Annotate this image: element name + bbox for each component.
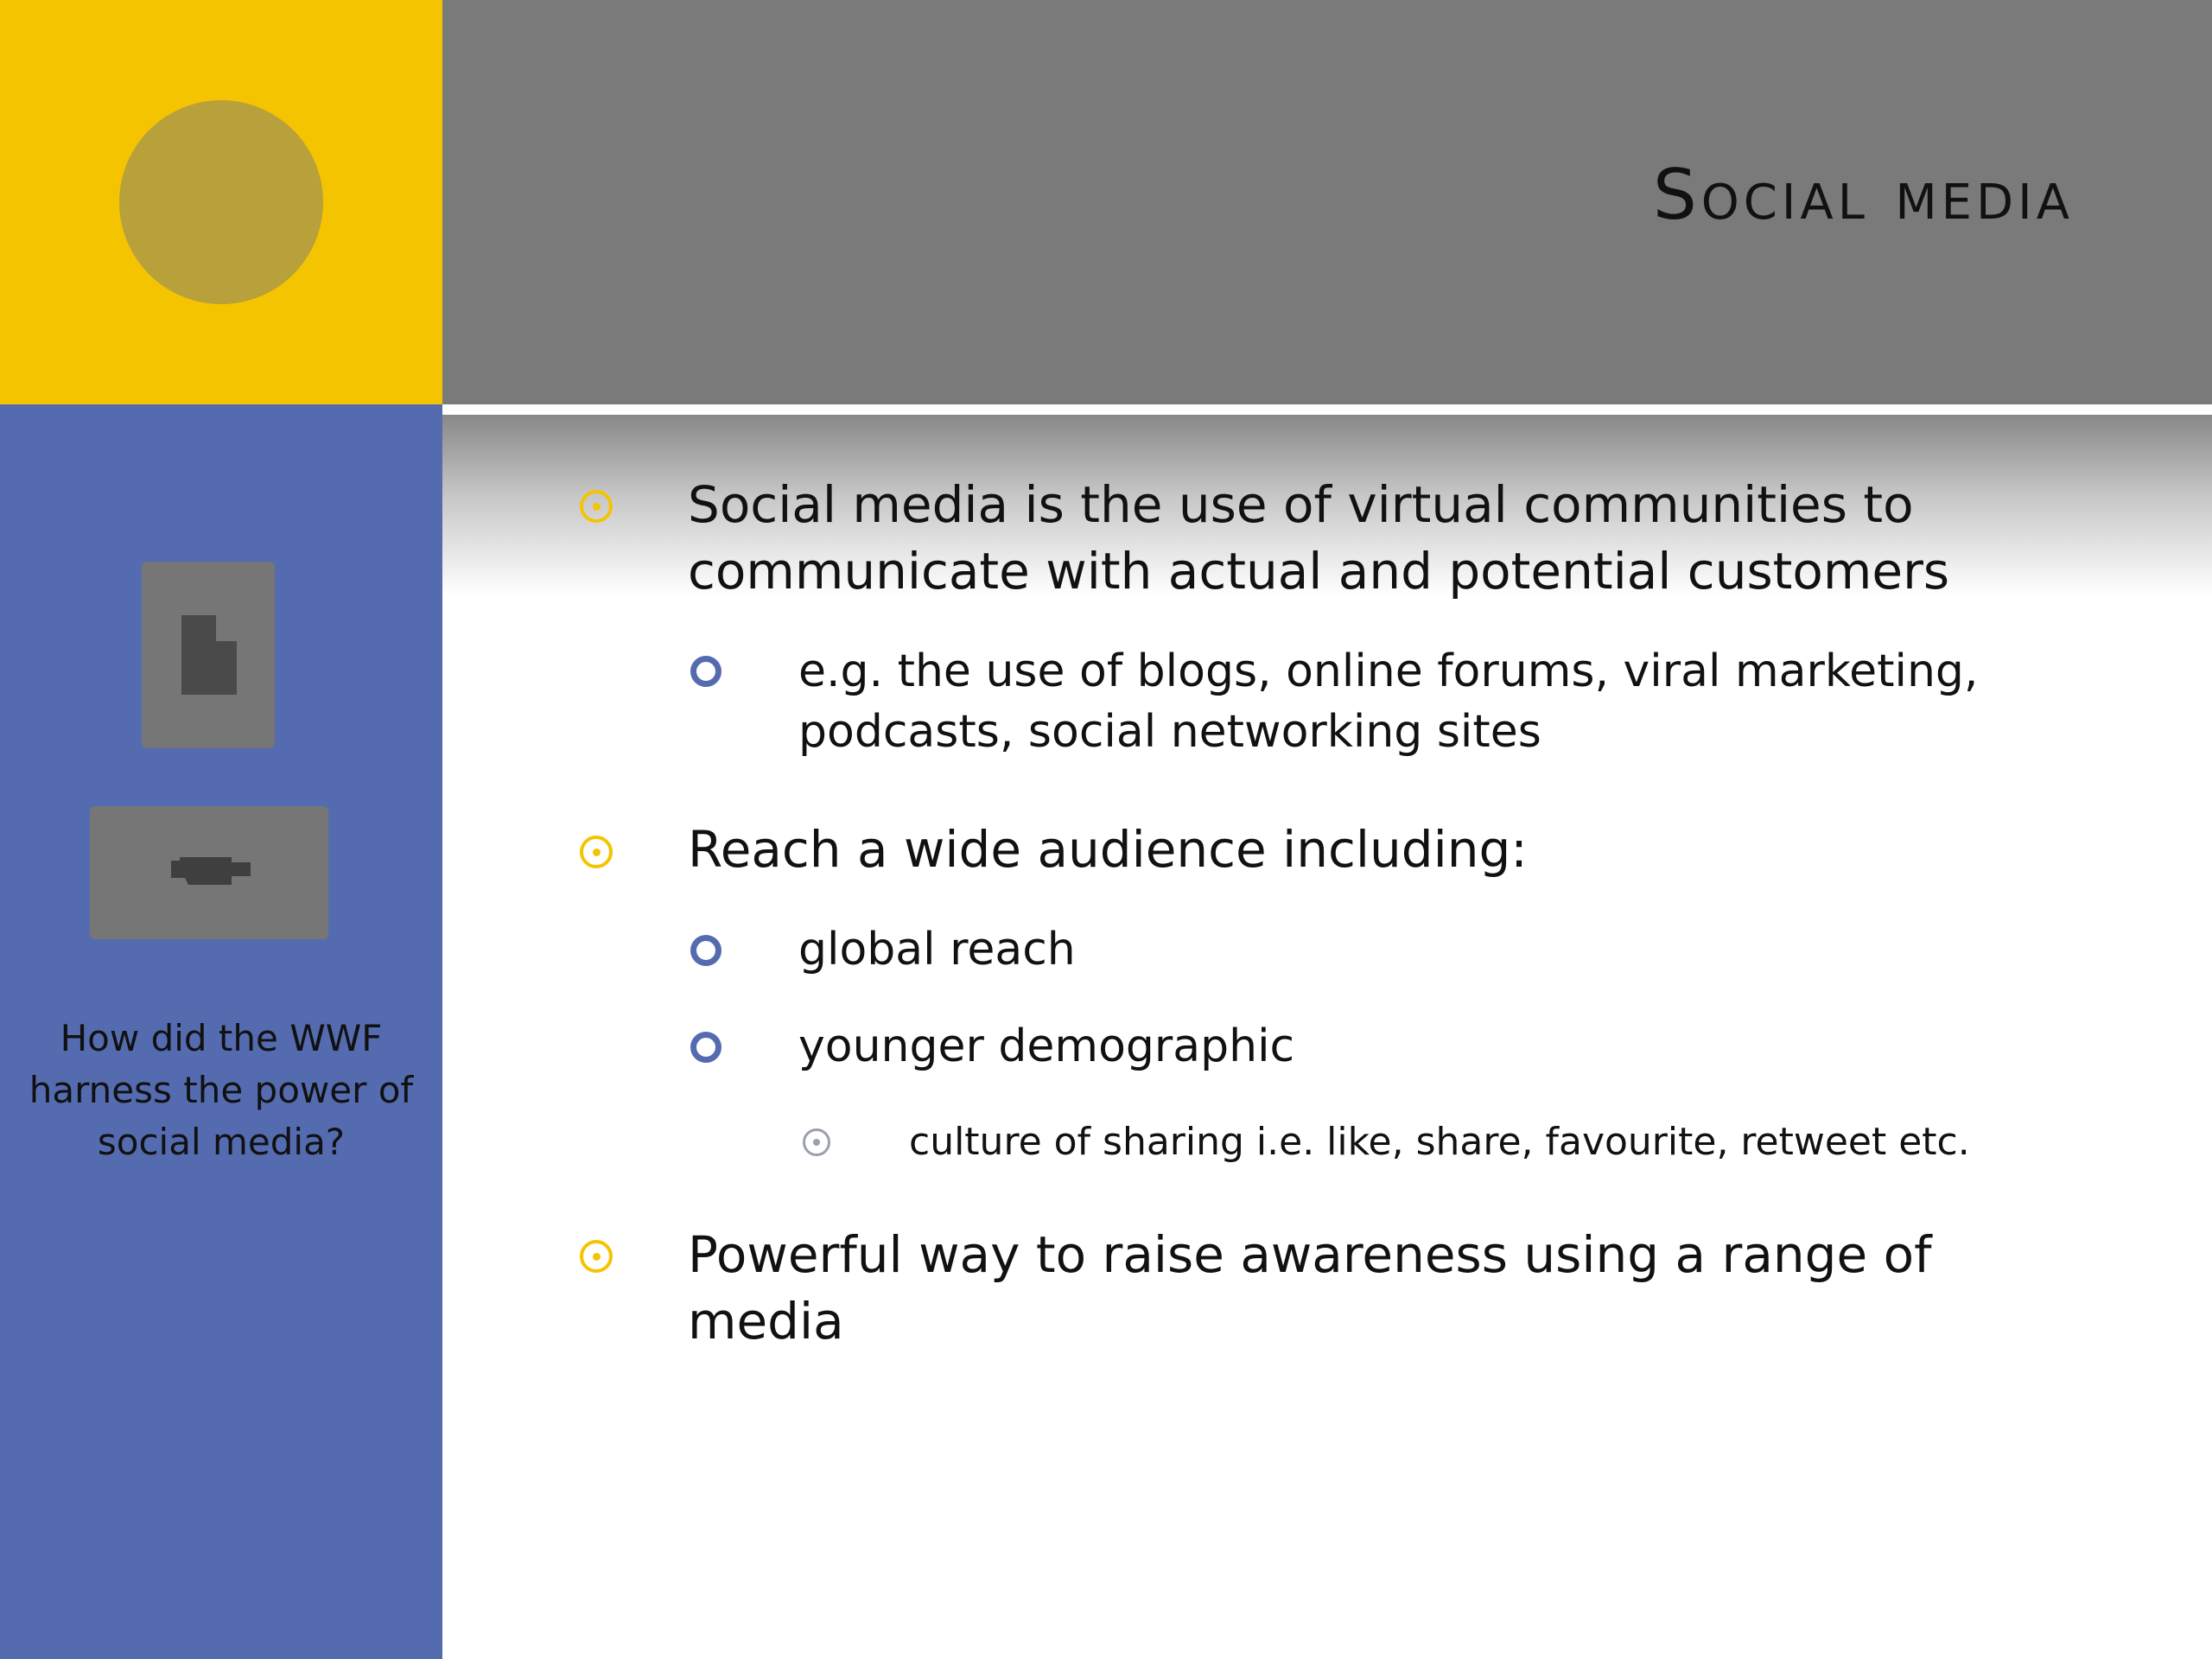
bullet-small-circle-dot-icon	[803, 1128, 830, 1156]
bullet-circle-dot-icon	[580, 1240, 613, 1273]
document-placeholder[interactable]	[142, 562, 275, 748]
sub-sub-bullet-text: culture of sharing i.e. like, share, favourite, retweet etc.	[909, 1120, 1970, 1164]
sub-bullet-text: younger demographic	[798, 1020, 1295, 1072]
bullet-ring-icon	[690, 935, 721, 966]
bullet-text: Powerful way to raise awareness using a range of media	[688, 1225, 1932, 1351]
header-divider	[442, 404, 2212, 415]
slide-title: Social media	[1652, 155, 2074, 235]
sidebar-caption: How did the WWF harness the power of social media?	[29, 1017, 414, 1163]
video-icon	[171, 854, 251, 888]
corner-block	[0, 0, 442, 404]
bullet-ring-icon	[690, 656, 721, 687]
sub-bullet-text: global reach	[798, 924, 1076, 976]
content-area	[442, 415, 2212, 1659]
sub-bullet-text: e.g. the use of blogs, online forums, viral marketing, podcasts, social networking sites	[798, 645, 1979, 758]
bullet-text: Reach a wide audience including:	[688, 820, 1528, 879]
document-icon	[181, 615, 237, 695]
video-placeholder[interactable]	[90, 806, 328, 939]
bullet-circle-dot-icon	[580, 490, 613, 523]
bullet-circle-dot-icon	[580, 836, 613, 868]
bullet-ring-icon	[690, 1032, 721, 1063]
bullet-text: Social media is the use of virtual communities to communicate with actual and potential customers	[688, 475, 1950, 601]
title-bar	[442, 0, 2212, 404]
decorative-circle	[119, 100, 323, 304]
